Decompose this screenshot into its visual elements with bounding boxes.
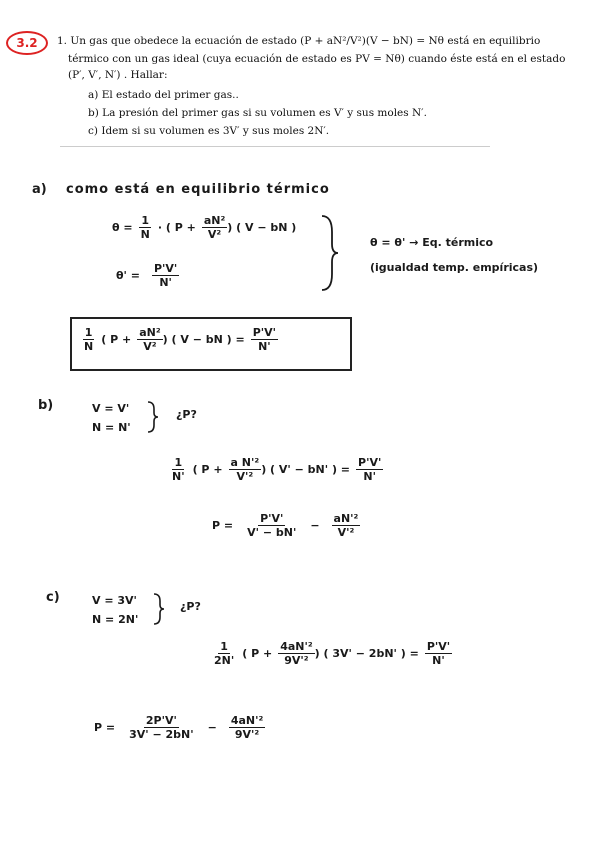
part-c-equation: $\frac{1}{2N'}$ ( P + $\frac{\text{4aN'²}}{\text{9V'²}}$ ) ( 3V' − 2bN' ) = $\frac{P'V'}{N'}$ bbox=[214, 640, 451, 667]
part-a-heading: como está en equilibrio térmico bbox=[66, 182, 330, 197]
note-equilibrium: θ = θ' → Eq. térmico bbox=[370, 236, 494, 249]
problem-line-1: 1. Un gas que obedece la ecuación de estado (P + aN²/V²)(V − bN) = Nθ está en equilibrio bbox=[57, 35, 541, 47]
part-b-cond-moles: N = N' bbox=[92, 421, 131, 434]
part-c-cond-volume: V = 3V' bbox=[92, 594, 137, 607]
part-c-result: P = $\frac{2P'V'}{3V' - 2bN'}$ − $\frac{\text{4aN'²}}{\text{9V'²}}$ bbox=[94, 714, 264, 741]
part-b-equation: $\frac{1}{N'}$ ( P + $\frac{\text{a N'²}}{\text{V'²}}$ ) ( V' − bN' ) = $\frac{P'V'}{N'}$ bbox=[172, 456, 382, 483]
divider bbox=[60, 146, 490, 147]
part-b-result: P = $\frac{P'V'}{V' - bN'}$ − $\frac{\text{aN'²}}{\text{V'²}}$ bbox=[212, 512, 359, 539]
boxed-equation: $\frac{1}{N}$ ( P + $\frac{\text{aN²}}{\text{V²}}$ ) ( V − bN ) = $\frac{P'V'}{N'}$ bbox=[84, 326, 277, 353]
equation-theta-prime: θ' = $\frac{P'V'}{N'}$ bbox=[116, 262, 178, 289]
part-b-label: b) bbox=[38, 398, 54, 413]
part-b-question: ¿P? bbox=[176, 408, 197, 421]
curly-brace-a bbox=[318, 214, 342, 292]
problem-item-b: b) La presión del primer gas si su volumen es V′ y sus moles N′. bbox=[88, 107, 427, 119]
part-c-question: ¿P? bbox=[180, 600, 201, 613]
equation-theta: θ = $\frac{1}{N}$ · ( P + $\frac{\text{aN²}}{\text{V²}}$ ) ( V − bN ) bbox=[112, 214, 297, 241]
problem-item-c: c) Idem si su volumen es 3V′ y sus moles 2N′. bbox=[88, 125, 330, 137]
curly-brace-c bbox=[152, 592, 166, 626]
problem-line-3: (P′, V′, N′) . Hallar: bbox=[68, 69, 168, 81]
problem-line-2: térmico con un gas ideal (cuya ecuación de estado es PV = Nθ) cuando éste está en el estado bbox=[68, 53, 566, 65]
part-c-label: c) bbox=[46, 590, 60, 605]
problem-number: 3.2 bbox=[16, 36, 38, 50]
part-a-label: a) bbox=[32, 182, 47, 197]
part-b-cond-volume: V = V' bbox=[92, 402, 130, 415]
problem-item-a: a) El estado del primer gas.. bbox=[88, 89, 239, 101]
part-c-cond-moles: N = 2N' bbox=[92, 613, 139, 626]
problem-number-badge bbox=[6, 31, 48, 55]
note-empirical-temp: (igualdad temp. empíricas) bbox=[370, 261, 539, 274]
curly-brace-b bbox=[146, 400, 160, 434]
